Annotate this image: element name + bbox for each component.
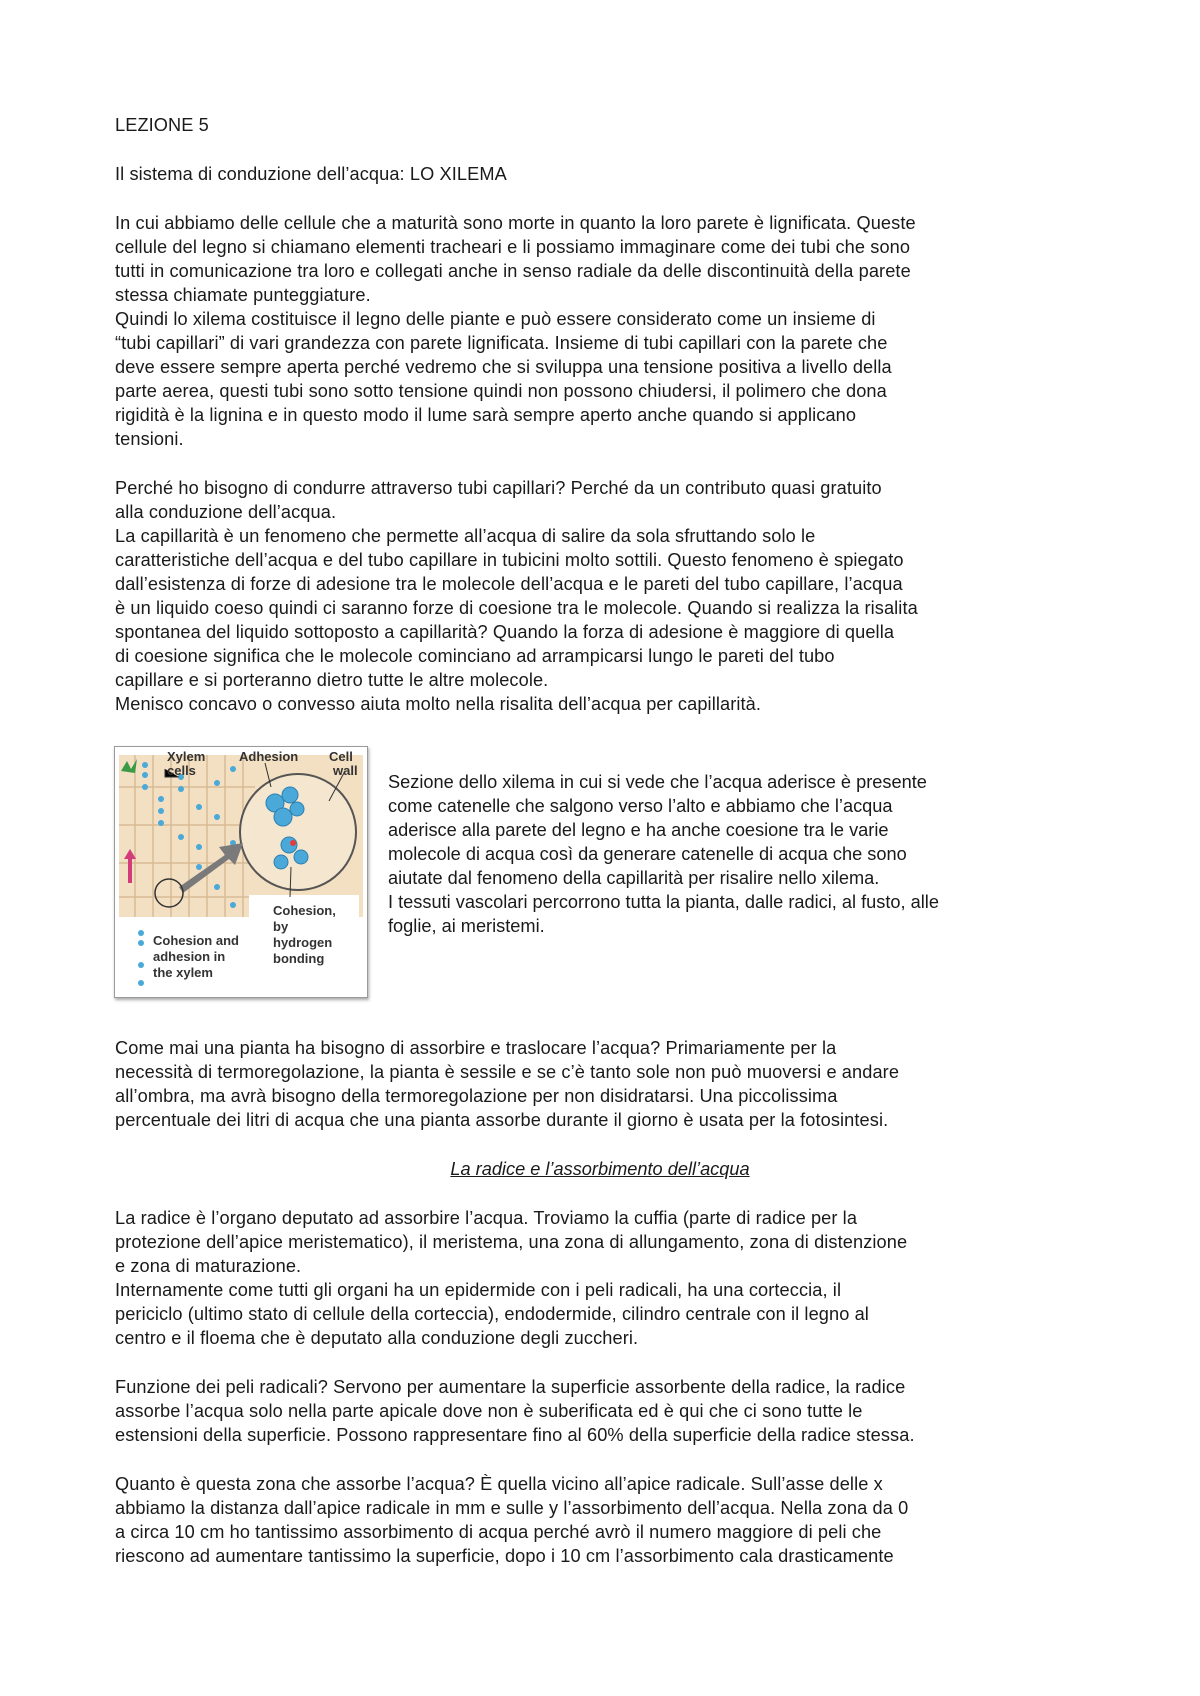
text-line: centro e il floema che è deputato alla conduzione degli zuccheri. <box>115 1328 639 1348</box>
text-line: La radice è l’organo deputato ad assorbire l’acqua. Troviamo la cuffia (parte di radice per la <box>115 1208 858 1228</box>
caption-line: I tessuti vascolari percorrono tutta la pianta, dalle radici, al fusto, alle <box>388 892 939 912</box>
xylem-illustration <box>115 747 367 997</box>
text-line: Funzione dei peli radicali? Servono per aumentare la superficie assorbente della radice, la radice <box>115 1377 906 1397</box>
text-line: protezione dell’apice meristematico), il meristema, una zona di allungamento, zona di distenzione <box>115 1232 908 1252</box>
xylem-figure <box>114 746 368 998</box>
caption-line: Sezione dello xilema in cui si vede che l’acqua aderisce è presente <box>388 772 927 792</box>
text-line: Internamente come tutti gli organi ha un epidermide con i peli radicali, ha una corteccia, il <box>115 1280 842 1300</box>
text-line: La capillarità è un fenomeno che permette all’acqua di salire da sola sfruttando solo le <box>115 526 816 546</box>
section-subtitle: Il sistema di conduzione dell’acqua: LO XILEMA <box>115 164 507 184</box>
label-cohesion-adhesion: Cohesion and <box>153 933 239 948</box>
text-line: tutti in comunicazione tra loro e collegati anche in senso radiale da delle discontinuità della parete <box>115 261 911 281</box>
text-line: In cui abbiamo delle cellule che a maturità sono morte in quanto la loro parete è lignificata. Queste <box>115 213 916 233</box>
text-line: Perché ho bisogno di condurre attraverso tubi capillari? Perché da un contributo quasi gratuito <box>115 478 882 498</box>
text-line: all’ombra, ma avrà bisogno della termoregolazione per non disidratarsi. Una piccolissima <box>115 1086 838 1106</box>
text-line: “tubi capillari” di vari grandezza con parete lignificata. Insieme di tubi capillari con la parete che <box>115 333 888 353</box>
text-line: deve essere sempre aperta perché vedremo che si sviluppa una tensione positiva a livello della <box>115 357 892 377</box>
text-line: stessa chiamate punteggiature. <box>115 285 371 305</box>
text-line: Menisco concavo o convesso aiuta molto nella risalita dell’acqua per capillarità. <box>115 694 762 714</box>
label-cells: cells <box>167 763 196 778</box>
section-heading: La radice e l’assorbimento dell’acqua <box>450 1159 750 1179</box>
text-line: caratteristiche dell’acqua e del tubo capillare in tubicini molto sottili. Questo fenomeno è spiegato <box>115 550 904 570</box>
label-cohesion-adhesion: the xylem <box>153 965 213 980</box>
text-line: riescono ad aumentare tantissimo la superficie, dopo i 10 cm l’assorbimento cala drasticamente <box>115 1546 894 1566</box>
text-line: parte aerea, questi tubi sono sotto tensione quindi non possono chiudersi, il polimero che dona <box>115 381 887 401</box>
label-adhesion: Adhesion <box>239 749 299 764</box>
text-line: e zona di maturazione. <box>115 1256 302 1276</box>
label-hydrogen-bonding: Cohesion, <box>273 903 336 918</box>
text-line: di coesione significa che le molecole cominciano ad arrampicarsi lungo le pareti del tubo <box>115 646 835 666</box>
text-line: tensioni. <box>115 429 184 449</box>
text-line: spontanea del liquido sottoposto a capillarità? Quando la forza di adesione è maggiore di quella <box>115 622 895 642</box>
label-hydrogen-bonding: bonding <box>273 951 325 966</box>
label-hydrogen-bonding: by <box>273 919 289 934</box>
text-line: rigidità è la lignina e in questo modo il lume sarà sempre aperto anche quando si applicano <box>115 405 857 425</box>
caption-line: aiutate dal fenomeno della capillarità per risalire nello xilema. <box>388 868 880 888</box>
caption-line: aderisce alla parete del legno e ha anche coesione tra le varie <box>388 820 889 840</box>
text-line: alla conduzione dell’acqua. <box>115 502 337 522</box>
text-line: Quindi lo xilema costituisce il legno delle piante e può essere considerato come un insieme di <box>115 309 876 329</box>
text-line: dall’esistenza di forze di adesione tra le molecole dell’acqua e le pareti del tubo capillare, l’acqua <box>115 574 903 594</box>
text-line: è un liquido coeso quindi ci saranno forze di coesione tra le molecole. Quando si realizza la risalita <box>115 598 918 618</box>
text-line: Quanto è questa zona che assorbe l’acqua? È quella vicino all’apice radicale. Sull’asse delle x <box>115 1474 883 1494</box>
text-line: cellule del legno si chiamano elementi tracheari e li possiamo immaginare come dei tubi che sono <box>115 237 911 257</box>
label-cell: Cell <box>329 749 353 764</box>
caption-line: molecole di acqua così da generare catenelle di acqua che sono <box>388 844 907 864</box>
text-line: abbiamo la distanza dall’apice radicale in mm e sulle y l’assorbimento dell’acqua. Nella zona da 0 <box>115 1498 909 1518</box>
label-wall: wall <box>333 763 358 778</box>
label-xylem: Xylem <box>167 749 206 764</box>
text-line: capillare e si porteranno dietro tutte le altre molecole. <box>115 670 549 690</box>
text-line: a circa 10 cm ho tantissimo assorbimento di acqua perché avrò il numero maggiore di peli che <box>115 1522 882 1542</box>
text-line: periciclo (ultimo stato di cellule della corteccia), endodermide, cilindro centrale con il legno al <box>115 1304 869 1324</box>
lesson-title: LEZIONE 5 <box>115 115 209 135</box>
text-line: percentuale dei litri di acqua che una pianta assorbe durante il giorno è usata per la fotosintesi. <box>115 1110 889 1130</box>
text-line: assorbe l’acqua solo nella parte apicale dove non è suberificata ed è qui che ci sono tutte le <box>115 1401 863 1421</box>
label-cohesion-adhesion: adhesion in <box>153 949 226 964</box>
caption-line: come catenelle che salgono verso l’alto e abbiamo che l’acqua <box>388 796 893 816</box>
label-hydrogen-bonding: hydrogen <box>273 935 333 950</box>
caption-line: foglie, ai meristemi. <box>388 916 545 936</box>
text-line: Come mai una pianta ha bisogno di assorbire e traslocare l’acqua? Primariamente per la <box>115 1038 837 1058</box>
text-line: necessità di termoregolazione, la pianta è sessile e se c’è tanto sole non può muoversi e andare <box>115 1062 900 1082</box>
text-line: estensioni della superficie. Possono rappresentare fino al 60% della superficie della radice stessa. <box>115 1425 915 1445</box>
